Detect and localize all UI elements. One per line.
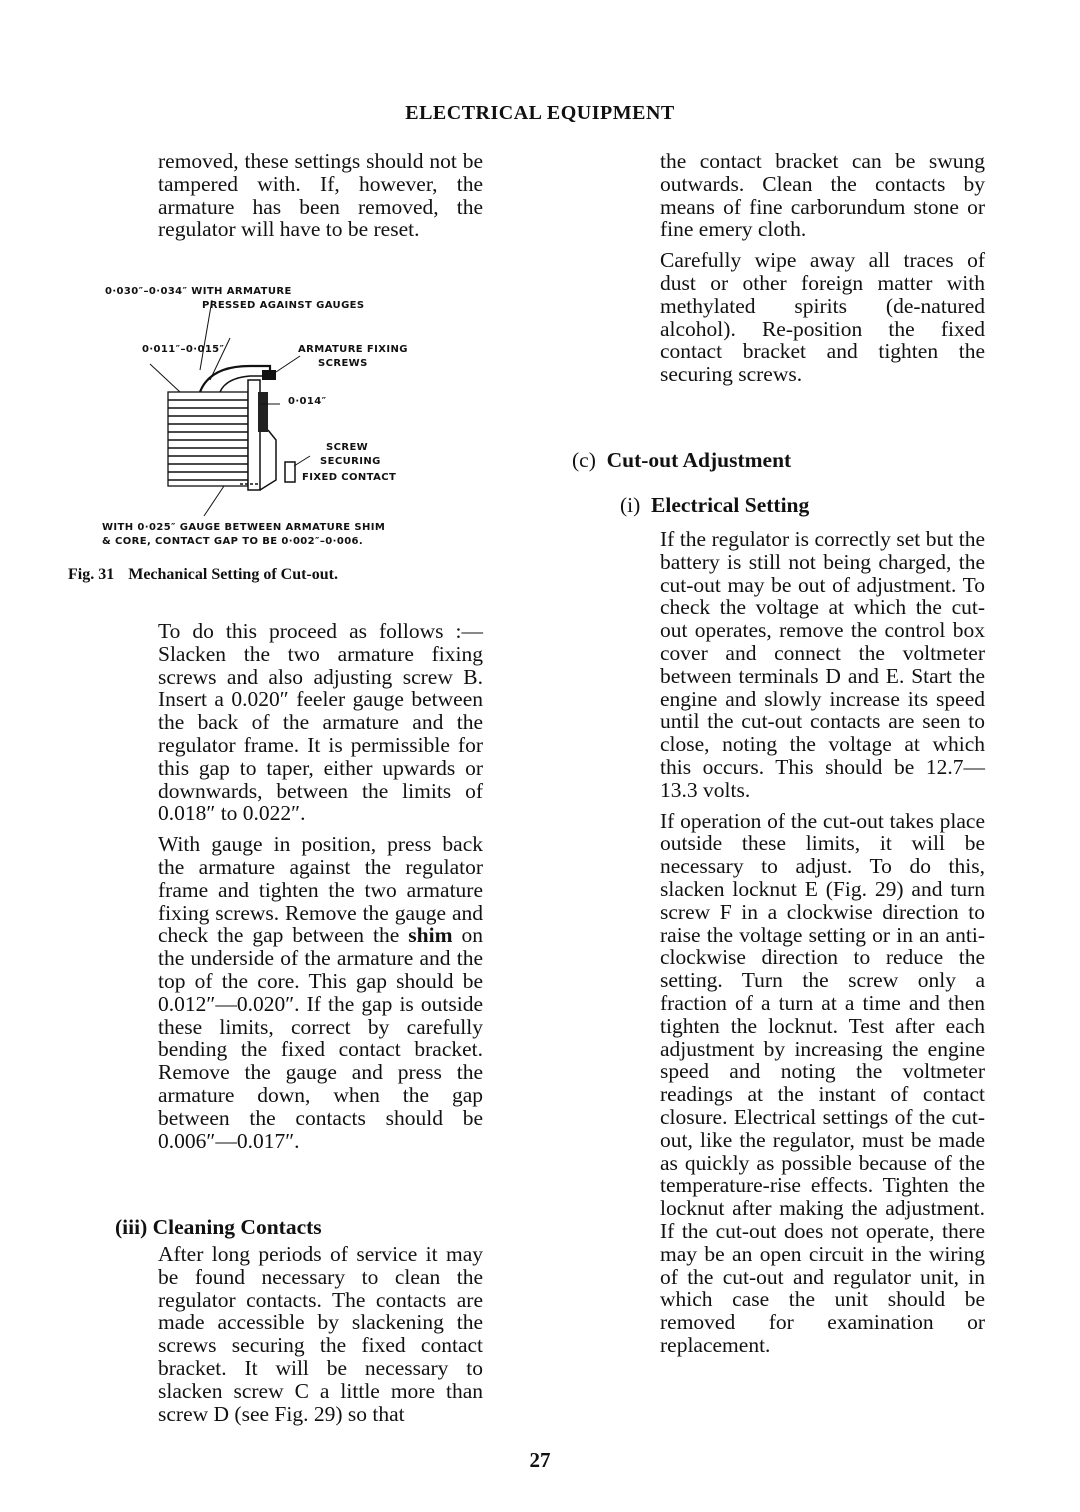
- cleaning-contacts-heading: [115, 1215, 322, 1240]
- right-column-lower: [660, 528, 985, 1365]
- procedure-paragraph-1: To do this proceed as follows :— Slacken the two armature fixing screws and also adjusting screw B. Insert a 0.020″ feeler gauge between the back of the armature and the regulator frame. It is permissible for this gap to taper, either upwards or downwards, between the limits of 0.018″ to 0.022″.: [158, 619, 483, 826]
- electrical-setting-heading: [620, 493, 809, 518]
- heading-c-text: Cut-out Adjustment: [606, 448, 792, 472]
- page-header: ELECTRICAL EQUIPMENT: [405, 102, 675, 124]
- label-014: 0·014″: [288, 396, 327, 407]
- cleaning-heading-mark: (iii): [115, 1215, 148, 1239]
- heading-i-mark: (i): [620, 493, 641, 517]
- figure-caption: [68, 566, 338, 584]
- left-column-procedure: [158, 620, 483, 1160]
- heading-c-mark: (c): [572, 448, 596, 472]
- cutout-adjustment-heading: [572, 448, 791, 473]
- right-paragraph-2: Carefully wipe away all traces of dust or other foreign matter with methylated spirits (de-natured alcohol). Re-position the fixed contact bracket and tighten the securing screws.: [660, 248, 985, 387]
- figure-cutout-diagram: [100, 280, 430, 550]
- right-paragraph-3: If the regulator is correctly set but the battery is still not being charged, the cut-out may be out of adjustment. To check the voltage at which the cut-out operates, remove the control box cover and connect the voltmeter between terminals D and E. Start the engine and slowly increase its speed until the cut-out contacts are seen to close, noting the voltage at which this occurs. This should be 12.7—13.3 volts.: [660, 527, 985, 802]
- page-number: 27: [529, 1448, 551, 1472]
- shim-term: shim: [408, 923, 453, 948]
- procedure-paragraph-2: [158, 833, 483, 1152]
- intro-paragraph: removed, these settings should not be tampered with. If, however, the armature has been removed, the regulator will have to be reset.: [158, 149, 483, 242]
- caption-text: Mechanical Setting of Cut-out.: [128, 566, 338, 583]
- cleaning-heading-text: Cleaning Contacts: [152, 1215, 322, 1239]
- label-fixed-contact: FIXED CONTACT: [302, 472, 397, 483]
- cleaning-paragraph: After long periods of service it may be found necessary to clean the regulator contacts. The contacts are made accessible by slackening the screws securing the fixed contact bracket. It will be necessary to slacken screw C a little more than screw D (see Fig. 29) so that: [158, 1242, 483, 1426]
- label-gauge-note: WITH 0·025″ GAUGE BETWEEN ARMATURE SHIM: [102, 522, 386, 533]
- cutout-drawing: [100, 280, 430, 550]
- label-armature-gap-2: PRESSED AGAINST GAUGES: [202, 300, 365, 311]
- label-armature-screws-2: SCREWS: [318, 358, 368, 369]
- procedure-2b: on the underside of the armature and the top of the core. This gap should be 0.012″—0.020″. If the gap is outside these limits, correct by carefully bending the fixed contact bracket. Remove the gauge and press the armature down, when the gap between the contacts should be 0.006″—0.017″.: [158, 923, 483, 1153]
- procedure-2a: With gauge in position, press back the armature against the regulator frame and tighten the two armature fixing screws. Remove the gauge and check the gap between the: [158, 832, 483, 948]
- left-column-intro: [158, 150, 483, 249]
- right-paragraph-4: If operation of the cut-out takes place outside these limits, it will be necessary to adjust. To do this, slacken locknut E (Fig. 29) and turn screw F in a clockwise direction to raise the voltage setting or in an anti-clockwise direction to reduce the setting. Turn the screw only a fraction of a turn at a time and then tighten the locknut. Test after each adjustment by increasing the engine speed and noting the voltmeter readings at the instant of contact closure. Electrical settings of the cut-out, like the regulator, must be made as quickly as possible because of the temperature-rise effects. Tighten the locknut after making the adjustment. If the cut-out does not operate, there may be an open circuit in the wiring of the cut-out and regulator unit, in which case the unit should be removed for examination or replacement.: [660, 808, 985, 1357]
- right-column-top: [660, 150, 985, 394]
- label-screw: SCREW: [326, 442, 369, 453]
- caption-number: Fig. 31: [68, 566, 115, 583]
- label-securing: SECURING: [320, 456, 381, 467]
- label-armature-gap: 0·030″–0·034″ WITH ARMATURE: [105, 286, 292, 297]
- label-gap-range: 0·011″–0·015″: [142, 344, 225, 355]
- label-armature-screws: ARMATURE FIXING: [298, 344, 408, 355]
- label-gauge-note-2: & CORE, CONTACT GAP TO BE 0·002″–0·006.: [102, 536, 364, 547]
- cleaning-contacts-text: [158, 1243, 483, 1425]
- heading-i-text: Electrical Setting: [651, 493, 810, 517]
- right-paragraph-1: the contact bracket can be swung outwards. Clean the contacts by means of fine carborundum stone or fine emery cloth.: [660, 149, 985, 242]
